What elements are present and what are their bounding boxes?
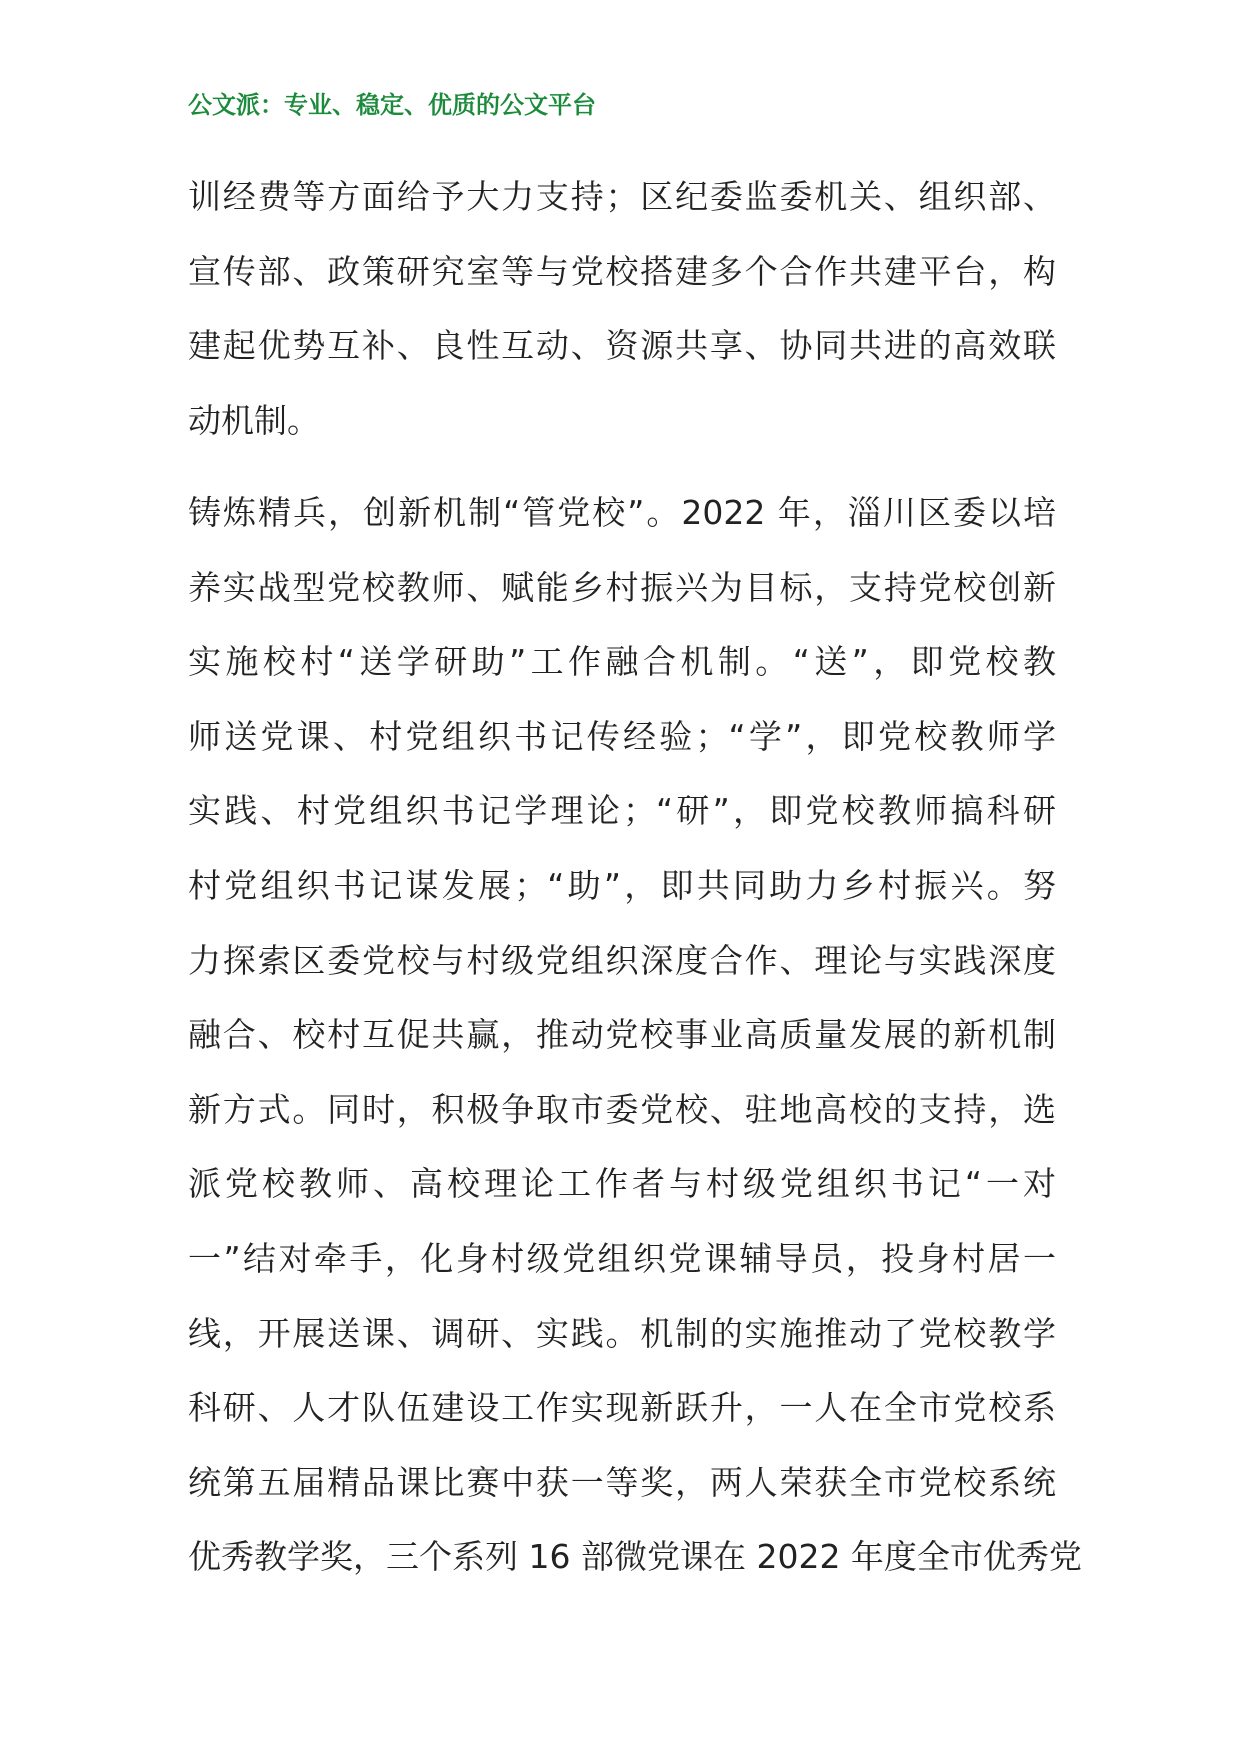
paragraph-line: 统第五届精品课比赛中获一等奖，两人荣获全市党校系统 <box>188 1462 1056 1502</box>
paragraph-line: 养实战型党校教师、赋能乡村振兴为目标，支持党校创新 <box>188 567 1056 607</box>
paragraph-line: 新方式。同时，积极争取市委党校、驻地高校的支持，选 <box>188 1089 1056 1129</box>
paragraph-line: 融合、校村互促共赢，推动党校事业高质量发展的新机制 <box>188 1015 1056 1055</box>
paragraph-line: 动机制。 <box>188 400 320 440</box>
paragraph-1 <box>188 160 1056 458</box>
paragraph-line: 一”结对牵手，化身村级党组织党课辅导员，投身村居一 <box>188 1238 1056 1278</box>
paragraph-line: 线，开展送课、调研、实践。机制的实施推动了党校教学 <box>188 1313 1056 1353</box>
paragraph-2 <box>188 476 1082 1595</box>
paragraph-line: 派党校教师、高校理论工作者与村级党组织书记“一对 <box>188 1164 1056 1204</box>
paragraph-line: 师送党课、村党组织书记传经验；“学”，即党校教师学 <box>188 716 1056 756</box>
paragraph-line: 实施校村“送学研助”工作融合机制。“送”，即党校教 <box>188 642 1056 682</box>
paragraph-line: 宣传部、政策研究室等与党校搭建多个合作共建平台，构 <box>188 251 1056 291</box>
paragraph-line: 训经费等方面给予大力支持；区纪委监委机关、组织部、 <box>188 177 1056 216</box>
paragraph-line: 力探索区委党校与村级党组织深度合作、理论与实践深度 <box>188 940 1056 980</box>
paragraph-line: 铸炼精兵，创新机制“管党校”。2022 年，淄川区委以培 <box>188 493 1056 532</box>
paragraph-line: 建起优势互补、良性互动、资源共享、协同共进的高效联 <box>188 326 1056 366</box>
paragraph-line: 优秀教学奖，三个系列 16 部微党课在 2022 年度全市优秀党 <box>188 1537 1082 1577</box>
header-title: 公文派：专业、稳定、优质的公文平台 <box>188 91 596 119</box>
paragraph-line: 科研、人才队伍建设工作实现新跃升，一人在全市党校系 <box>188 1388 1056 1428</box>
paragraph-line: 实践、村党组织书记学理论；“研”，即党校教师搞科研 <box>188 791 1056 831</box>
paragraph-line: 村党组织书记谋发展；“助”，即共同助力乡村振兴。努 <box>188 865 1056 905</box>
